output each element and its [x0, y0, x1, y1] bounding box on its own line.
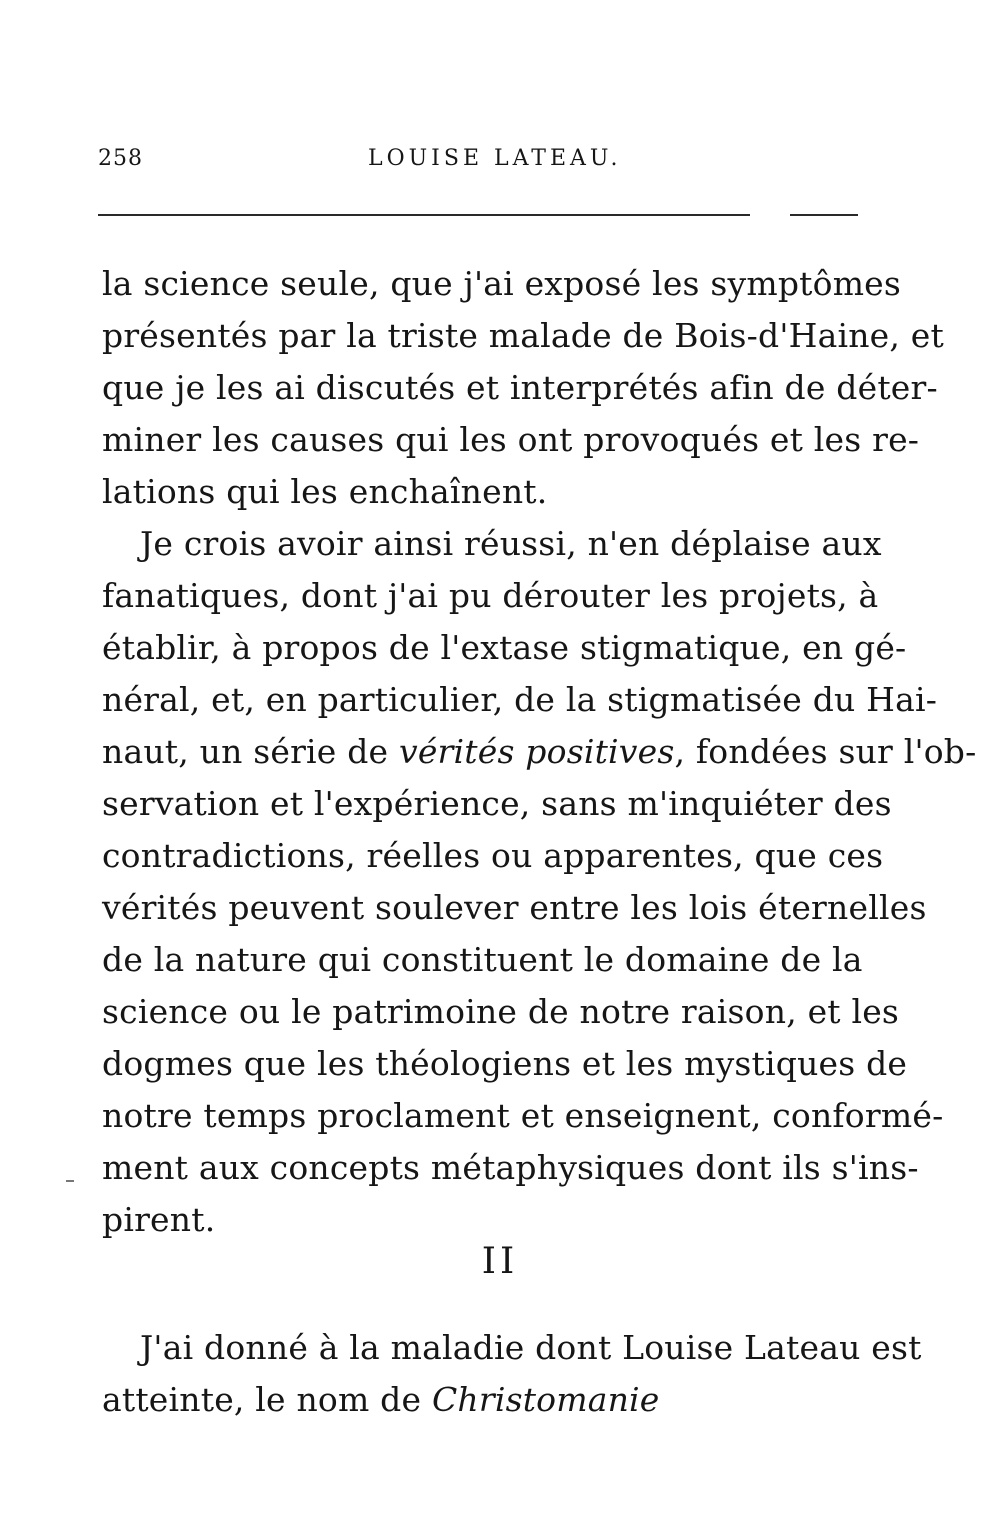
text-line: notre temps proclament et enseignent, conformé-: [102, 1096, 944, 1135]
text-line: ment aux concepts métaphysiques dont ils s'ins-: [102, 1148, 919, 1187]
text-line: présentés par la triste malade de Bois-d'Haine, et: [102, 316, 944, 355]
page-number: 258: [98, 146, 143, 171]
italic-emphasis: Christomanie: [431, 1380, 660, 1419]
text-line: vérités peuvent soulever entre les lois éternelles: [102, 888, 927, 927]
italic-emphasis: vérités positives: [398, 732, 675, 771]
text-line: de la nature qui constituent le domaine de la: [102, 940, 863, 979]
text-line: contradictions, réelles ou apparentes, que ces: [102, 836, 884, 875]
text-line: pirent.: [102, 1200, 216, 1239]
text-run: , fondées sur l'ob-: [674, 732, 977, 771]
text-line: fanatiques, dont j'ai pu dérouter les projets, à: [102, 576, 879, 615]
text-run: atteinte, le nom de: [102, 1380, 432, 1419]
text-line: néral, et, en particulier, de la stigmatisée du Hai-: [102, 680, 938, 719]
margin-mark: [66, 1180, 74, 1182]
running-title: LOUISE LATEAU.: [368, 146, 622, 171]
text-line: [102, 1374, 860, 1426]
header-rule: [98, 214, 750, 216]
text-line: J'ai donné à la maladie dont Louise Lateau est: [140, 1328, 922, 1367]
text-line: établir, à propos de l'extase stigmatique, en gé-: [102, 628, 907, 667]
text-run: naut, un série de: [102, 732, 399, 771]
section-heading: II: [481, 1241, 519, 1282]
text-line: lations qui les enchaînent.: [102, 472, 548, 511]
text-line: que je les ai discutés et interprétés afin de déter-: [102, 368, 938, 407]
text-line: dogmes que les théologiens et les mystiques de: [102, 1044, 908, 1083]
text-line: miner les causes qui les ont provoqués et les re-: [102, 420, 920, 459]
header-rule-short: [790, 214, 858, 216]
running-head: [98, 146, 858, 176]
text-line: Je crois avoir ainsi réussi, n'en déplaise aux: [140, 524, 882, 563]
text-line: science ou le patrimoine de notre raison, et les: [102, 992, 900, 1031]
text-line: la science seule, que j'ai exposé les symptômes: [102, 264, 902, 303]
text-line: servation et l'expérience, sans m'inquiéter des: [102, 784, 892, 823]
text-line: [102, 726, 977, 778]
